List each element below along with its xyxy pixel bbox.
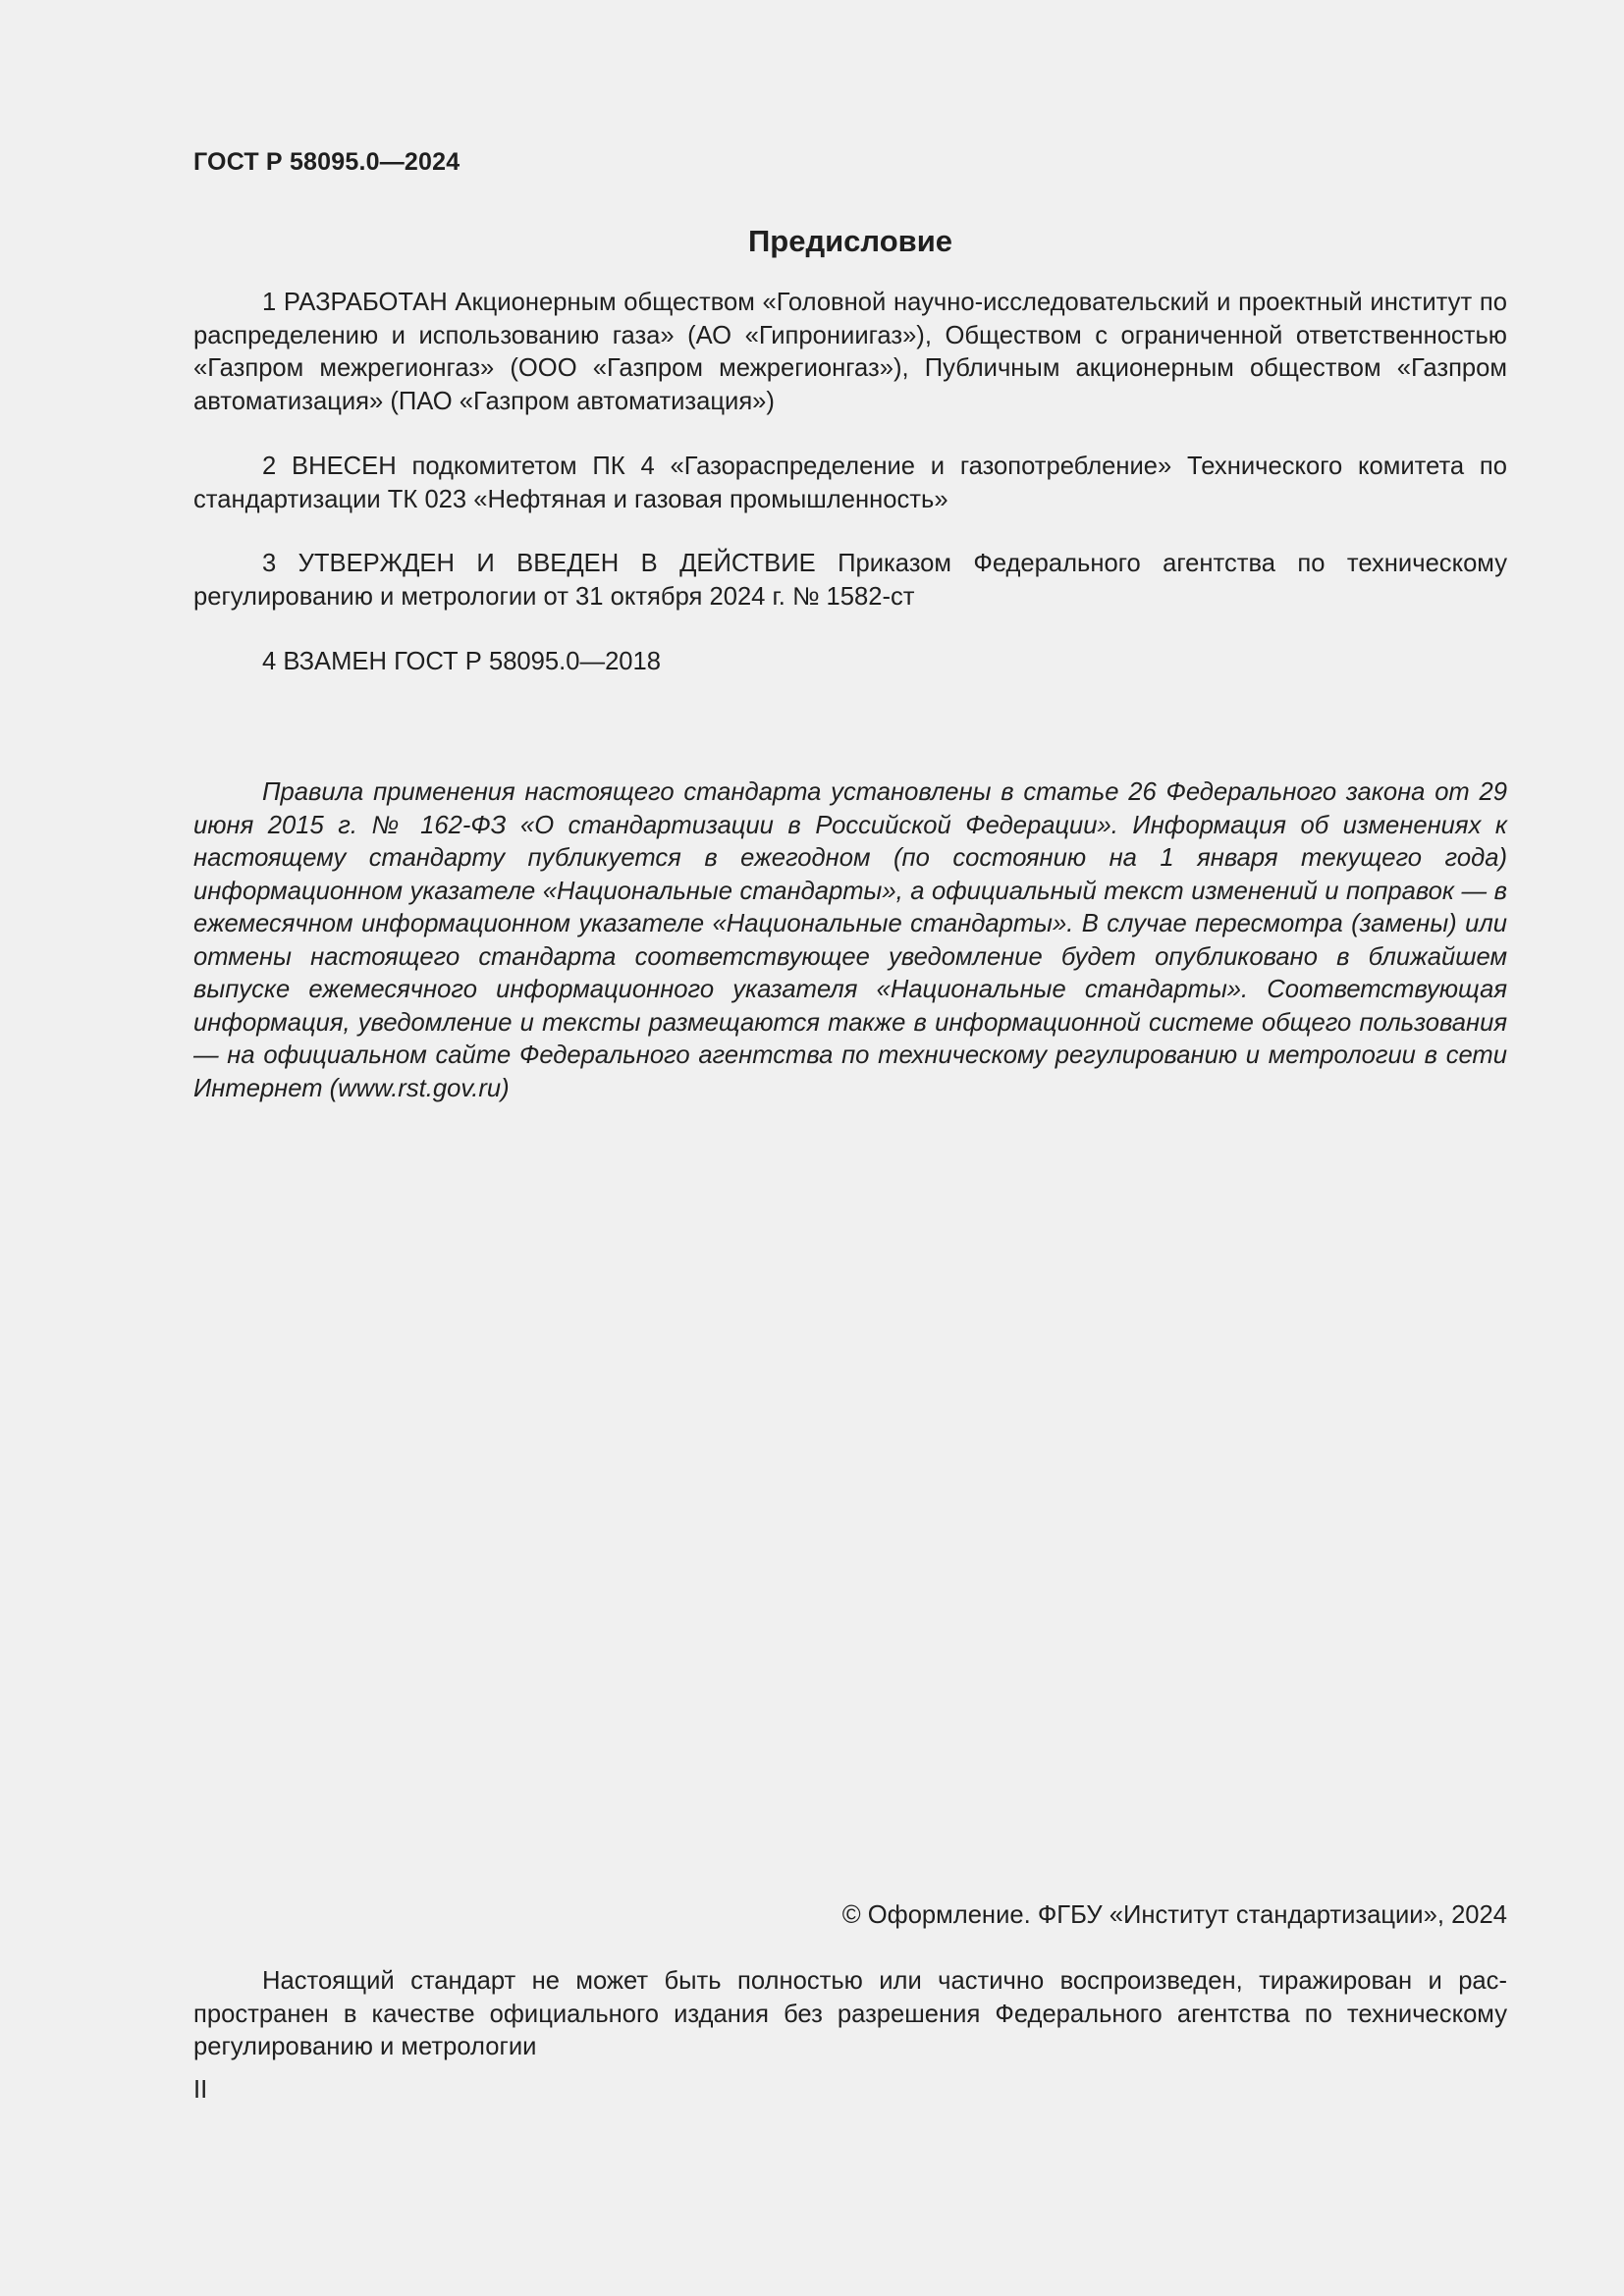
document-code: ГОСТ Р 58095.0—2024 (193, 148, 460, 176)
page-number: II (193, 2076, 208, 2104)
reproduction-rights-notice: Настоящий стандарт не может быть полностью или частично воспроизведен, тиражирован и распространен в качестве официального издания без разрешения Федерального агентства по техническому регулированию и метрологии (193, 1967, 1507, 2060)
application-rules-notice: Правила применения настоящего стандарта установлены в статье 26 Федерального закона от 29 июня 2015 г. № 162-ФЗ «О стандартизации в Российской Федерации». Информация об изменениях к настоящему стандарту публикуется в ежегодном (по состоянию на 1 января текущего года) информационном указателе «Национальные стандарты», а официальный текст изменений и поправок — в ежемесячном информационном указателе «Национальные стандарты». В случае пересмотра (замены) или отмены настоящего стандарта соответствующее уведомление будет опубликовано в ближайшем выпуске ежемесячного информационного указателя «Национальные стандарты». Соответствующая информация, уведомление и тексты размещаются также в информационной системе общего пользования — на официальном сайте Федерального агентства по техническому регулированию и метрологии в сети Интернет (www.rst.gov.ru) (193, 778, 1507, 1102)
copyright-line: © Оформление. ФГБУ «Институт стандартизации», 2024 (841, 1901, 1507, 1929)
page-title: Предисловие (747, 224, 952, 258)
foreword-item-4: 4 ВЗАМЕН ГОСТ Р 58095.0—2018 (262, 648, 662, 675)
foreword-item-1: 1 РАЗРАБОТАН Акционерным обществом «Головной научно-исследовательский и проектный институт по распределению и использованию газа» (АО «Гипрониигаз»), Обществом с ограниченной ответственностью «Газпром межрегионгаз» (ООО «Газпром межрегионгаз»), Публичным акционерным обществом «Газпром автоматизация» (ПАО «Газпром автоматизация») (193, 289, 1507, 415)
foreword-item-3: 3 УТВЕРЖДЕН И ВВЕДЕН В ДЕЙСТВИЕ Приказом Федерального агентства по техническому регулированию и метрологии от 31 октября 2024 г. № 1582-ст (193, 550, 1507, 611)
foreword-item-2: 2 ВНЕСЕН подкомитетом ПК 4 «Газораспределение и газопотребление» Технического комитета по стандартизации ТК 023 «Нефтяная и газовая промышленность» (193, 453, 1507, 513)
